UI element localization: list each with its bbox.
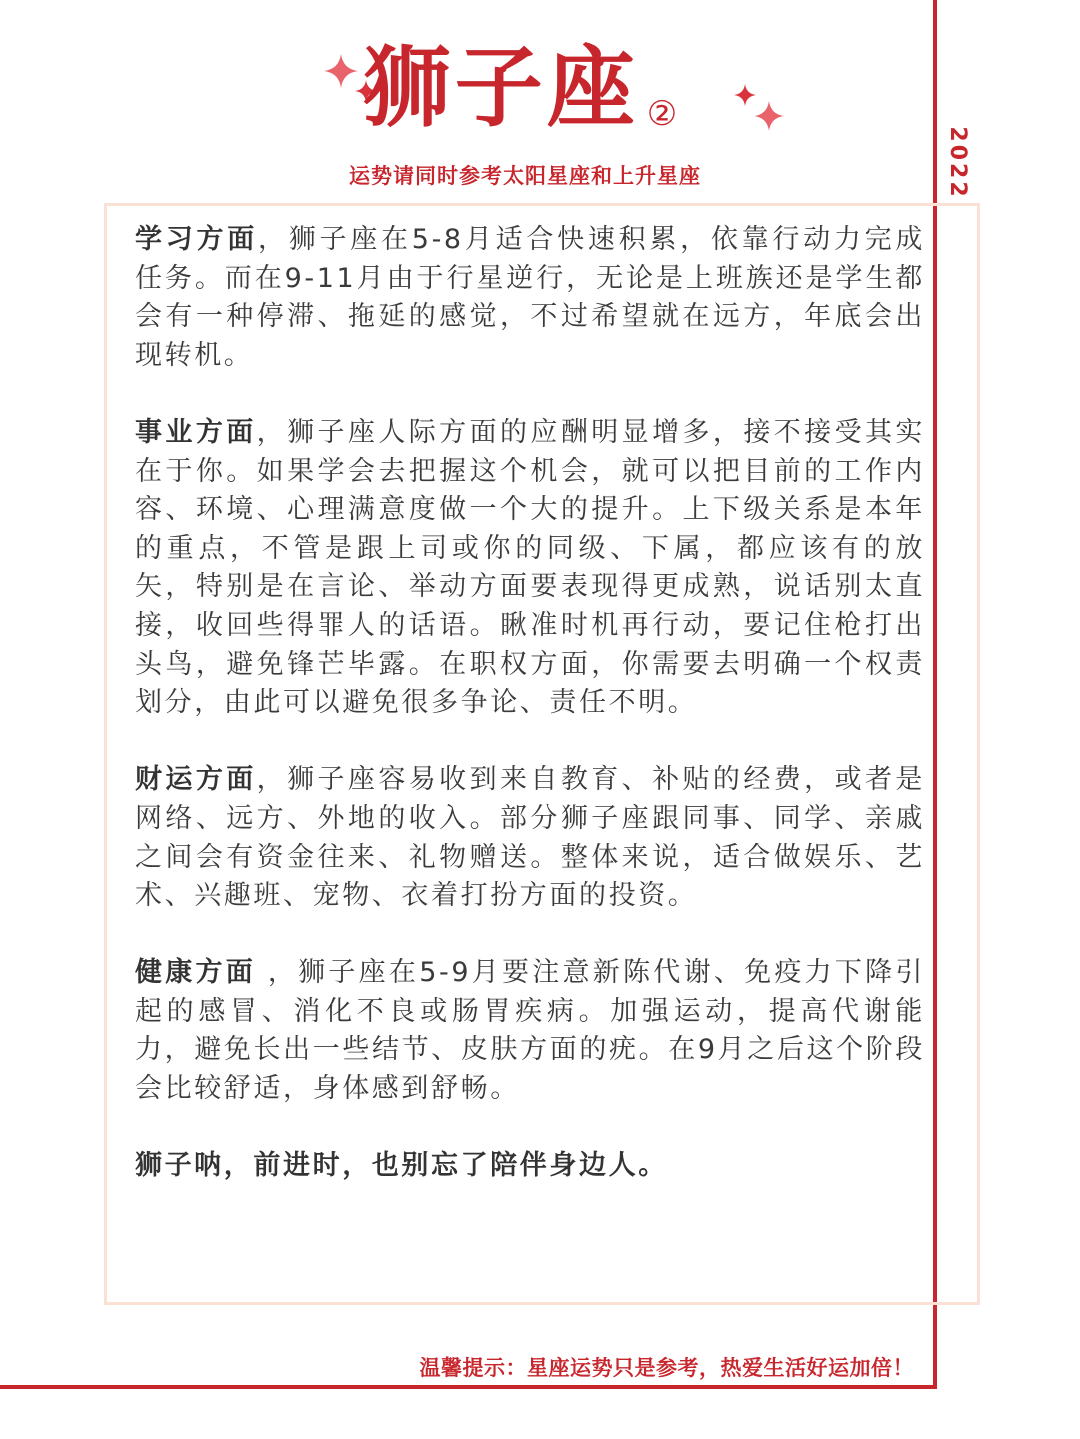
section-text: 狮子座人际方面的应酬明显增多，接不接受其实在于你。如果学会去把握这个机会，就可以把目前的工作内容、环境、心理满意度做一个大的提升。上下级关系是本年的重点，不管是跟上司或你的同级、下属，都应该有的放矢，特别是在言论、举动方面要表现得更成熟，说话别太直接，收回些得罪人的话语。瞅准时机再行动，要记住枪打出头鸟，避免锋芒毕露。在职权方面，你需要去明确一个权责划分，由此可以避免很多争论、责任不明。 <box>135 416 925 719</box>
year-label: 2022 <box>945 126 971 200</box>
section-separator: ， <box>256 957 299 989</box>
footer-tip: 温馨提示：星座运势只是参考，热爱生活好运加倍！ <box>419 1356 914 1380</box>
section-separator: ， <box>256 764 288 796</box>
section-study <box>135 221 925 375</box>
closing-line: 狮子呐，前进时，也别忘了陪伴身边人。 <box>135 1150 668 1182</box>
title-number: ② <box>646 94 678 134</box>
section-text: 狮子座容易收到来自教育、补贴的经费，或者是网络、远方、外地的收入。部分狮子座跟同事、同学、亲戚之间会有资金往来、礼物赠送。整体来说，适合做娱乐、艺术、兴趣班、宠物、衣着打扮方面的投资。 <box>135 764 925 912</box>
section-text: 狮子座在5-8月适合快速积累，依靠行动力完成任务。而在9-11月由于行星逆行，无论是上班族还是学生都会有一种停滞、拖延的感觉，不过希望就在远方，年底会出现转机。 <box>135 224 925 371</box>
section-text: 狮子座在5-9月要注意新陈代谢、免疫力下降引起的感冒、消化不良或肠胃疾病。加强运动，提高代谢能力，避免长出一些结节、皮肤方面的疣。在9月之后这个阶段会比较舒适，身体感到舒畅。 <box>135 957 925 1105</box>
section-career <box>135 414 925 723</box>
section-heading: 健康方面 <box>135 957 257 989</box>
page-title: 狮子座 <box>362 36 639 139</box>
section-heading: 财运方面 <box>135 764 257 796</box>
section-heading: 学习方面 <box>135 224 259 255</box>
section-separator: ， <box>258 224 289 255</box>
section-wealth <box>135 761 925 915</box>
section-separator: ， <box>256 416 288 448</box>
title-block <box>0 38 1040 138</box>
content-body <box>135 221 925 1186</box>
frame-bottom-line <box>0 1385 937 1389</box>
section-health <box>135 954 925 1108</box>
subtitle: 运势请同时参考太阳星座和上升星座 <box>349 164 701 188</box>
section-heading: 事业方面 <box>135 416 257 448</box>
